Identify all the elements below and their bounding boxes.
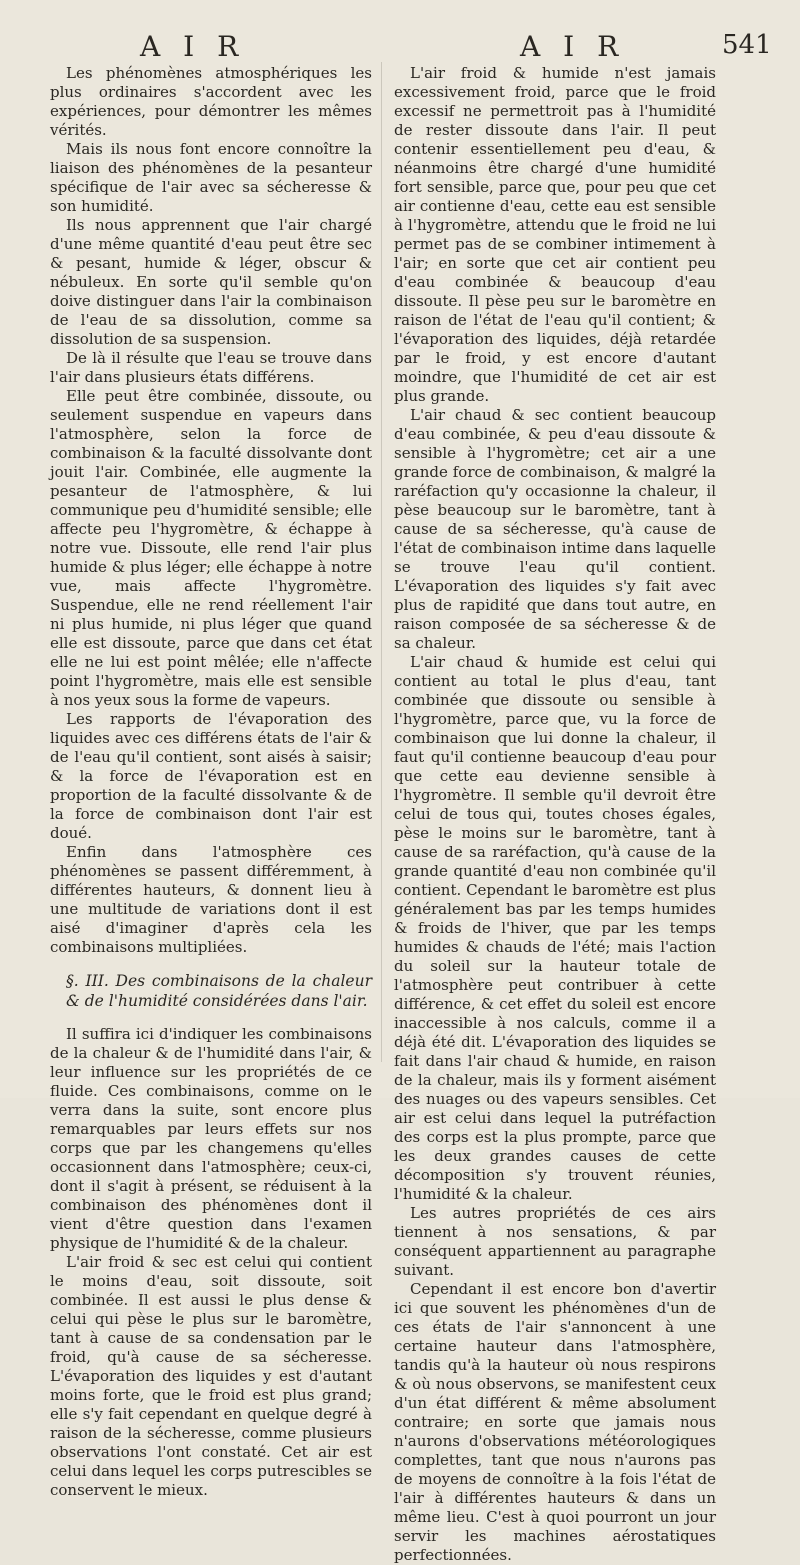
paragraph: Les phénomènes atmosphériques les plus ordinaires s'accordent avec les expériences, pour démontrer les mêmes vérités. [50, 64, 372, 139]
paragraph: Les rapports de l'évaporation des liquides avec ces différens états de l'air & de l'eau qu'il contient, sont aisés à saisir; & la force de l'évaporation est en proportion de la faculté dissolvante & de la force de combinaison dont l'air est doué. [50, 710, 372, 842]
running-head-right: A I R [520, 30, 626, 63]
column-divider [381, 62, 382, 1062]
paragraph: Mais ils nous font encore connoître la liaison des phénomènes de la pesanteur spécifique de l'air avec sa sécheresse & son humidité. [50, 140, 372, 215]
paragraph: Ils nous apprennent que l'air chargé d'une même quantité d'eau peut être sec & pesant, humide & léger, obscur & nébuleux. En sorte qu'il semble qu'on doive distinguer dans l'air la combinaison de l'eau de sa dissolution, comme sa dissolution de sa suspension. [50, 216, 372, 348]
paragraph: Les autres propriétés de ces airs tiennent à nos sensations, & par conséquent appartiennent au paragraphe suivant. [394, 1204, 716, 1279]
paragraph: De là il résulte que l'eau se trouve dans l'air dans plusieurs états différens. [50, 349, 372, 386]
left-column [50, 64, 372, 1500]
right-column [394, 64, 716, 1565]
paragraph: Il suffira ici d'indiquer les combinaisons de la chaleur & de l'humidité dans l'air, & leur influence sur les propriétés de ce fluide. Ces combinaisons, comme on le verra dans la suite, sont encore plus remarquables par leurs effets sur nos corps que par les changemens qu'elles occasionnent dans l'atmosphère; ceux-ci, dont il s'agit à présent, se réduisent à la combinaison des phénomènes dont il vient d'être question dans l'examen physique de l'humidité & de la chaleur. [50, 1025, 372, 1252]
paragraph: L'air froid & sec est celui qui contient le moins d'eau, soit dissoute, soit combinée. Il est aussi le plus dense & celui qui pèse le plus sur le baromètre, tant à cause de sa condensation par le froid, qu'à cause de sa sécheresse. L'évaporation des liquides y est d'autant moins forte, que le froid est plus grand; elle s'y fait cependant en quelque degré à raison de la sécheresse, comme plusieurs observations l'ont constaté. Cet air est celui dans lequel les corps putrescibles se conservent le mieux. [50, 1253, 372, 1499]
section-heading: §. III. Des combinaisons de la chaleur & de l'humidité considérées dans l'air. [66, 972, 372, 1010]
running-header [0, 22, 800, 63]
paragraph: L'air chaud & sec contient beaucoup d'eau combinée, & peu d'eau dissoute & sensible à l'hygromètre; cet air a une grande force de combinaison, & malgré la raréfaction qu'y occasionne la chaleur, il pèse beaucoup sur le baromètre, tant à cause de sa sécheresse, qu'à cause de l'état de combinaison intime dans laquelle se trouve l'eau qu'il contient. L'évaporation des liquides s'y fait avec plus de rapidité que dans tout autre, en raison composée de sa sécheresse & de sa chaleur. [394, 406, 716, 652]
page-number: 541 [722, 30, 772, 60]
paragraph: L'air froid & humide n'est jamais excessivement froid, parce que le froid excessif ne permettroit pas à l'humidité de rester dissoute dans l'air. Il peut contenir essentiellement peu d'eau, & néanmoins être chargé d'une humidité fort sensible, parce que, pour peu que cet air contienne d'eau, cette eau est sensible à l'hygromètre, attendu que le froid ne lui permet pas de se combiner intimement à l'air; en sorte que cet air contient peu d'eau combinée & beaucoup d'eau dissoute. Il pèse peu sur le baromètre en raison de l'état de l'eau qu'il contient; & l'évaporation des liquides, déjà retardée par le froid, y est encore d'autant moindre, que l'humidité de cet air est plus grande. [394, 64, 716, 405]
paragraph: Cependant il est encore bon d'avertir ici que souvent les phénomènes d'un de ces états de l'air s'annoncent à une certaine hauteur dans l'atmosphère, tandis qu'à la hauteur où nous respirons & où nous observons, se manifestent ceux d'un état différent & même absolument contraire; en sorte que jamais nous n'aurons d'observations météorologiques complettes, tant que nous n'aurons pas de moyens de connoître à la fois l'état de l'air à différentes hauteurs & dans un même lieu. C'est à quoi pourront un jour servir les machines aérostatiques perfectionnées. [394, 1280, 716, 1564]
paragraph: Elle peut être combinée, dissoute, ou seulement suspendue en vapeurs dans l'atmosphère, selon la force de combinaison & la faculté dissolvante dont jouit l'air. Combinée, elle augmente la pesanteur de l'atmosphère, & lui communique peu d'humidité sensible; elle affecte peu l'hygromètre, & échappe à notre vue. Dissoute, elle rend l'air plus humide & plus léger; elle échappe à notre vue, mais affecte l'hygromètre. Suspendue, elle ne rend réellement l'air ni plus humide, ni plus léger que quand elle est dissoute, parce que dans cet état elle ne lui est point mêlée; elle n'affecte point l'hygromètre, mais elle est sensible à nos yeux sous la forme de vapeurs. [50, 387, 372, 709]
paragraph: Enfin dans l'atmosphère ces phénomènes se passent différemment, à différentes hauteurs, & donnent lieu à une multitude de variations dont il est aisé d'imaginer d'après cela les combinaisons multipliées. [50, 843, 372, 956]
paragraph: L'air chaud & humide est celui qui contient au total le plus d'eau, tant combinée que dissoute ou sensible à l'hygromètre, parce que, vu la force de combinaison que lui donne la chaleur, il faut qu'il contienne beaucoup d'eau pour que cette eau devienne sensible à l'hygromètre. Il semble qu'il devroit être celui de tous qui, toutes choses égales, pèse le moins sur le baromètre, tant à cause de sa raréfaction, qu'à cause de la grande quantité d'eau non combinée qu'il contient. Cependant le baromètre est plus généralement bas par les temps humides & froids de l'hiver, que par les temps humides & chauds de l'été; mais l'action du soleil sur la hauteur totale de l'atmosphère peut contribuer à cette différence, & cet effet du soleil est encore inaccessible à nos calculs, comme il a déjà été dit. L'évaporation des liquides se fait dans l'air chaud & humide, en raison de la chaleur, mais ils y forment aisément des nuages ou des vapeurs sensibles. Cet air est celui dans lequel la putréfaction des corps est la plus prompte, parce que les deux grandes causes de cette décomposition s'y trouvent réunies, l'humidité & la chaleur. [394, 653, 716, 1203]
running-head-left: A I R [140, 30, 246, 63]
